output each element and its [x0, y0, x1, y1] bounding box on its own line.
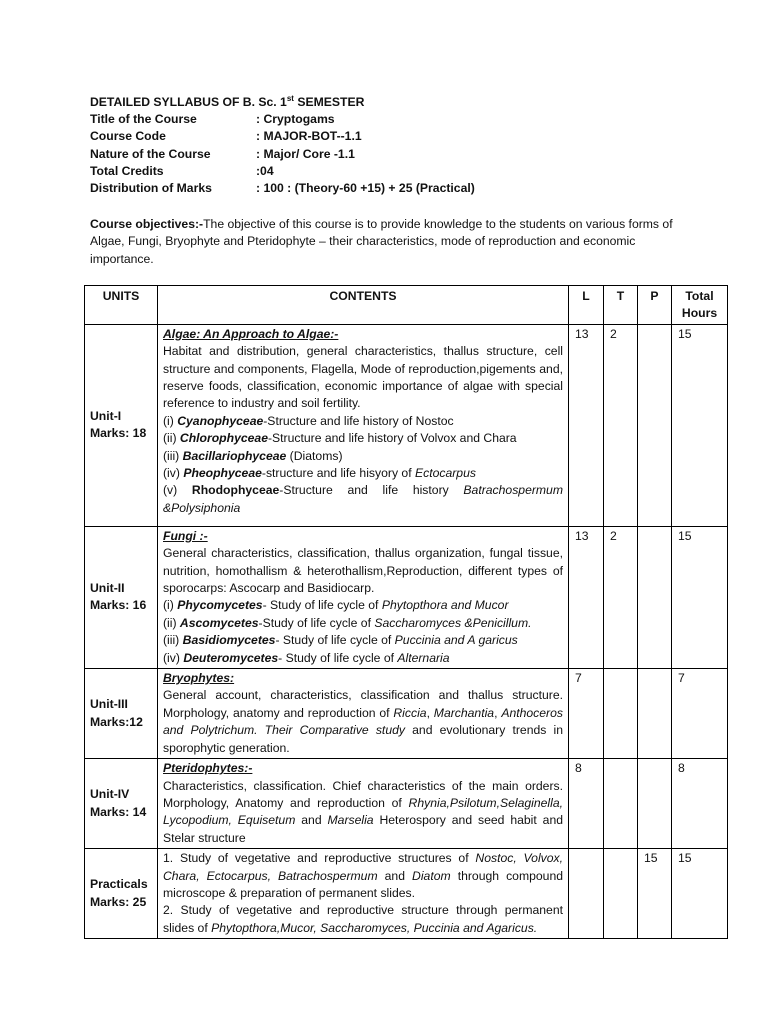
subtopic-species: Batrachospermum &Polysiphonia — [163, 483, 563, 515]
topic-heading: Bryophytes: — [163, 671, 235, 686]
hours-cell-l: 8 — [569, 759, 604, 849]
subtopic-species: Alternaria — [397, 650, 450, 665]
description-text: and evolutionary trends in sporophytic generation. — [163, 723, 563, 755]
field-label: Total Credits — [90, 163, 164, 178]
subtopic-number: (iii) — [163, 448, 183, 463]
description-text: General account, characteristics, classification and thallus structure. Morphology, anatomy and reproduction of — [163, 688, 563, 720]
topic-description: General characteristics, classification, thallus organization, fungal tissue, nutrition, homothallism & heterothallism,Reproduction, different types of sporocarps: Ascocarp and Basidiocarp. — [163, 546, 563, 596]
hours-cell-l: 13 — [569, 526, 604, 668]
subtopic-name: Deuteromycetes — [183, 650, 279, 665]
subtopic-item — [163, 615, 563, 632]
field-value: : Cryptogams — [256, 112, 335, 127]
unit-name: Unit-II — [90, 581, 125, 596]
hours-cell-l: 7 — [569, 669, 604, 759]
table-row — [85, 849, 728, 939]
unit-name: Unit-IV — [90, 787, 130, 802]
table-row — [85, 324, 728, 526]
subtopic-text: -Structure and life history of Volvox and Chara — [267, 431, 517, 446]
subtopic-name: Ascomycetes — [179, 615, 259, 630]
unit-marks: Marks: 18 — [90, 426, 147, 441]
subtopic-number: (ii) — [163, 615, 180, 630]
header-t: T — [604, 286, 638, 325]
subtopic-species: Saccharomyces &Penicillum. — [374, 615, 532, 630]
subtopic-text: -Structure and life history of Nostoc — [263, 413, 454, 428]
subtopic-name: Chlorophyceae — [179, 431, 268, 446]
subtopic-text: - Study of life cycle of — [278, 650, 398, 665]
topic-description — [163, 851, 563, 935]
subtopic-species: Puccinia and A garicus — [394, 633, 518, 648]
subtopic-item — [163, 632, 563, 649]
subtopic-number: (i) — [163, 598, 178, 613]
subtopic-name: Phycomycetes — [177, 598, 263, 613]
header-units: UNITS — [85, 286, 158, 325]
subtopic-text: -structure and life hisyory of — [261, 466, 415, 481]
description-text: 2. Study of vegetative and reproductive structure through permanent slides of — [163, 903, 563, 935]
subtopic-name: Bacillariophyceae — [182, 448, 287, 463]
course-objectives — [90, 216, 688, 268]
page-title — [90, 94, 475, 111]
hours-cell-t: 2 — [604, 526, 638, 668]
field-value: : Major/ Core -1.1 — [256, 146, 355, 161]
topic-description: Habitat and distribution, general characteristics, thallus structure, cell structure and components, Flagella, Mode of reproduction,pigements and, reserve foods, classification, economic importance of algae with special reference to industry and soil fertility. — [163, 344, 563, 411]
description-italic: Diatom — [412, 868, 451, 883]
unit-cell — [85, 669, 158, 759]
description-italic: Anthoceros and Polytrichum. Their Comparative study — [163, 705, 563, 738]
table-row — [85, 526, 728, 668]
contents-cell — [158, 849, 569, 939]
topic-description — [163, 688, 563, 754]
subtopic-name: Cyanophyceae — [177, 413, 264, 428]
subtopic-text: - Study of life cycle of — [262, 598, 382, 613]
field-value: : 100 : (Theory-60 +15) + 25 (Practical) — [256, 181, 475, 196]
field-value: : MAJOR-BOT--1.1 — [256, 129, 362, 144]
field-label: Title of the Course — [90, 112, 197, 127]
syllabus-header — [90, 94, 475, 197]
title-superscript: st — [286, 93, 294, 103]
header-total-hours: Total Hours — [672, 286, 728, 325]
field-row-marks — [90, 180, 475, 197]
subtopic-item — [163, 597, 563, 614]
description-text: and — [377, 868, 413, 883]
description-italic: Marchantia — [433, 705, 495, 720]
field-row-code — [90, 128, 475, 145]
contents-cell — [158, 324, 569, 526]
description-italic: Riccia — [393, 705, 427, 720]
header-contents: CONTENTS — [158, 286, 569, 325]
hours-cell-t: 2 — [604, 324, 638, 526]
contents-cell — [158, 669, 569, 759]
hours-cell-p — [638, 759, 672, 849]
hours-cell-total: 15 — [672, 849, 728, 939]
subtopic-name: Basidiomycetes — [182, 633, 276, 648]
subtopic-number: (iii) — [163, 633, 183, 648]
table-row — [85, 759, 728, 849]
description-text: 1. Study of vegetative and reproductive structures of — [163, 851, 476, 866]
subtopic-number: (iv) — [163, 466, 184, 481]
description-italic: Rhynia,Psilotum,Selaginella, Lycopodium, Equisetum — [163, 795, 563, 828]
header-l: L — [569, 286, 604, 325]
unit-marks: Marks:12 — [90, 714, 143, 729]
description-italic: Marselia — [327, 813, 374, 828]
unit-cell — [85, 526, 158, 668]
hours-cell-l — [569, 849, 604, 939]
description-text: Characteristics, classification. Chief characteristics of the main orders. Morphology, Anatomy and reproduction of — [163, 778, 563, 810]
subtopic-item — [163, 650, 563, 667]
subtopic-species: Phytopthora and Mucor — [381, 598, 509, 613]
field-row-nature — [90, 146, 475, 163]
subtopic-item — [163, 448, 563, 465]
hours-cell-total: 8 — [672, 759, 728, 849]
unit-marks: Marks: 14 — [90, 804, 147, 819]
hours-cell-total: 15 — [672, 324, 728, 526]
unit-name: Unit-I — [90, 408, 122, 423]
field-label: Course Code — [90, 129, 166, 144]
unit-marks: Marks: 25 — [90, 894, 147, 909]
subtopic-number: (ii) — [163, 431, 180, 446]
description-text: through compound microscope & preparation of permanent slides. — [163, 868, 564, 900]
topic-heading: Algae: An Approach to Algae:- — [163, 326, 339, 341]
subtopic-item — [163, 430, 563, 447]
table-header-row — [85, 286, 728, 325]
topic-heading: Pteridophytes:- — [163, 761, 253, 776]
topic-heading: Fungi :- — [163, 528, 208, 543]
description-italic: Nostoc, Volvox, Chara, Ectocarpus, Batrachospermum — [163, 851, 564, 883]
subtopic-name: Rhodophyceae — [191, 483, 280, 498]
hours-cell-p — [638, 526, 672, 668]
hours-cell-total: 15 — [672, 526, 728, 668]
title-text: DETAILED SYLLABUS OF B. Sc. 1 — [90, 95, 287, 109]
subtopic-number: (v) — [163, 483, 192, 498]
subtopic-item — [163, 482, 563, 517]
syllabus-table — [84, 285, 728, 939]
unit-name: Unit-III — [90, 697, 128, 712]
hours-cell-t — [604, 849, 638, 939]
hours-cell-p — [638, 324, 672, 526]
description-text: , — [426, 705, 434, 720]
topic-description — [163, 779, 563, 845]
subtopic-item — [163, 465, 563, 482]
field-label: Distribution of Marks — [90, 181, 212, 196]
description-text: , — [494, 705, 502, 720]
subtopic-species: Ectocarpus — [414, 466, 476, 481]
header-p: P — [638, 286, 672, 325]
description-text: Heterospory and seed habit and Stelar structure — [163, 813, 563, 845]
table-row — [85, 669, 728, 759]
unit-cell — [85, 759, 158, 849]
description-italic: Phytopthora,Mucor, Saccharomyces, Puccinia and Agaricus. — [211, 920, 538, 935]
subtopic-text: -Structure and life history — [279, 483, 464, 498]
title-suffix: SEMESTER — [293, 95, 365, 109]
unit-cell — [85, 849, 158, 939]
hours-cell-t — [604, 759, 638, 849]
hours-cell-p: 15 — [638, 849, 672, 939]
subtopic-text: - Study of life cycle of — [275, 633, 395, 648]
description-text: and — [295, 813, 328, 828]
field-row-credits — [90, 163, 475, 180]
objectives-text: The objective of this course is to provide knowledge to the students on various forms of Algae, Fungi, Bryophyte and Pteridophyte – their characteristics, mode of reproduction and economic importance. — [90, 217, 673, 266]
subtopic-item — [163, 413, 563, 430]
field-label: Nature of the Course — [90, 146, 211, 161]
hours-cell-total: 7 — [672, 669, 728, 759]
field-row-title — [90, 111, 475, 128]
hours-cell-p — [638, 669, 672, 759]
subtopic-text: -Study of life cycle of — [258, 615, 375, 630]
unit-cell — [85, 324, 158, 526]
subtopic-text: (Diatoms) — [286, 448, 343, 463]
contents-cell — [158, 759, 569, 849]
subtopic-name: Pheophyceae — [183, 466, 262, 481]
contents-cell — [158, 526, 569, 668]
hours-cell-l: 13 — [569, 324, 604, 526]
unit-name: Practicals — [90, 877, 148, 892]
subtopic-number: (i) — [163, 413, 178, 428]
objectives-label: Course objectives:- — [90, 217, 204, 231]
field-value: :04 — [256, 163, 274, 178]
unit-marks: Marks: 16 — [90, 598, 147, 613]
subtopic-number: (iv) — [163, 650, 184, 665]
hours-cell-t — [604, 669, 638, 759]
